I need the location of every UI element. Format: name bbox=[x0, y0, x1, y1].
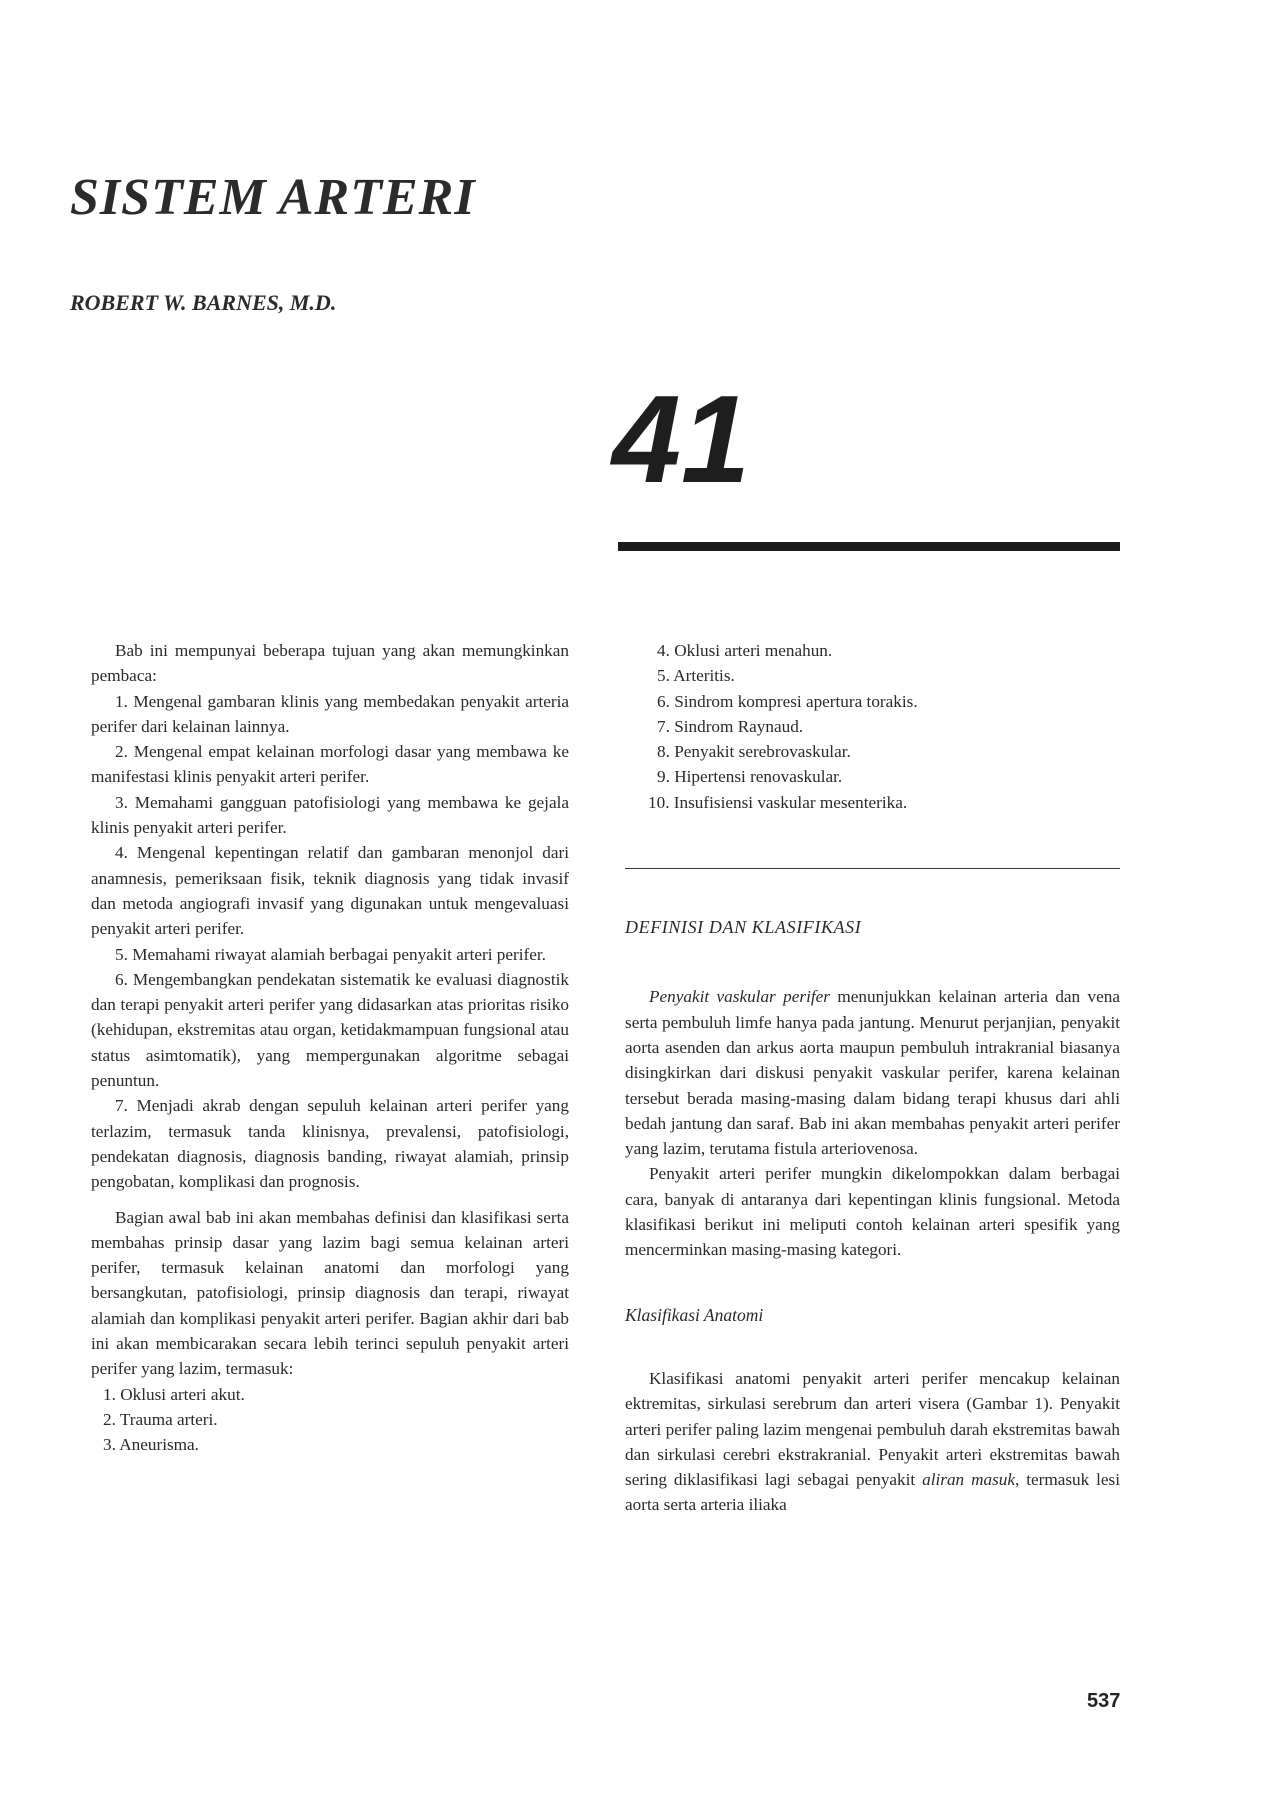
disorder-item: 9. Hipertensi renovaskular. bbox=[657, 767, 843, 787]
disorder-item: 3. Aneurisma. bbox=[103, 1435, 199, 1455]
classification-intro: Penyakit arteri perifer mungkin dikelompokkan dalam berbagai cara, banyak di antaranya dari kepentingan klinis fungsional. Metoda klasifikasi berikut ini meliputi contoh kelainan arteri spesifik yang mencerminkan masing-masing kategori. bbox=[625, 1164, 1120, 1260]
disorder-item: 1. Oklusi arteri akut. bbox=[103, 1384, 245, 1404]
defined-term: Penyakit vaskular perifer bbox=[649, 987, 830, 1007]
disorder-list-continued bbox=[625, 638, 1120, 815]
left-column bbox=[91, 638, 569, 1458]
objective-item: 5. Memahami riwayat alamiah berbagai penyakit arteri perifer. bbox=[115, 944, 546, 964]
subsection-heading: Klasifikasi Anatomi bbox=[625, 1304, 764, 1325]
chapter-rule bbox=[618, 542, 1120, 551]
disorder-item: 7. Sindrom Raynaud. bbox=[657, 716, 804, 736]
page-number: 537 bbox=[1087, 1690, 1121, 1712]
disorder-item: 2. Trauma arteri. bbox=[103, 1409, 218, 1429]
disorder-item: 6. Sindrom kompresi apertura torakis. bbox=[657, 691, 918, 711]
section-divider bbox=[625, 868, 1120, 869]
anatomy-term: aliran masuk bbox=[922, 1470, 1015, 1490]
disorder-item: 5. Arteritis. bbox=[657, 666, 735, 686]
chapter-number: 41 bbox=[612, 371, 750, 509]
anatomy-text: Klasifikasi anatomi penyakit arteri perifer mencakup kelainan ektremitas, sirkulasi serebrum dan arteri visera (Gambar 1). Penyakit arteri perifer paling lazim mengenai pembuluh darah ekstremitas bawah dan sirkulasi cerebri ekstrakranial. Penyakit arteri ekstremitas bawah sering diklasifikasi lagi sebagai penyakit bbox=[625, 1368, 1120, 1490]
right-column bbox=[625, 638, 1120, 1518]
objective-item: 2. Mengenal empat kelainan morfologi dasar yang membawa ke manifestasi klinis penyakit arteri perifer. bbox=[91, 742, 569, 787]
definition-paragraph bbox=[625, 984, 1120, 1161]
definition-text: menunjukkan kelainan arteria dan vena serta pembuluh limfe hanya pada jantung. Menurut perjanjian, penyakit aorta asenden dan arkus aorta maupun pembuluh intrakranial biasanya disingkirkan dari diskusi penyakit vaskular perifer, karena kelainan tersebut berada masing-masing dalam bidang terapi khusus dari ahli bedah jantung dan saraf. Bab ini akan membahas penyakit arteri perifer yang lazim, terutama fistula arteriovenosa. bbox=[625, 987, 1121, 1159]
objectives-intro: Bab ini mempunyai beberapa tujuan yang akan memungkinkan pembaca: bbox=[91, 641, 569, 686]
objective-item: 7. Menjadi akrab dengan sepuluh kelainan arteri perifer yang terlazim, termasuk tanda klinisnya, prevalensi, patofisiologi, pendekatan diagnosis, diagnosis banding, riwayat alamiah, prinsip pengobatan, komplikasi dan prognosis. bbox=[91, 1096, 569, 1192]
anatomy-tail: , termasuk lesi aorta serta arteria iliaka bbox=[625, 1470, 1120, 1515]
anatomy-paragraph bbox=[625, 1366, 1120, 1518]
objective-item: 4. Mengenal kepentingan relatif dan gambaran menonjol dari anamnesis, pemeriksaan fisik, teknik diagnosis yang tidak invasif dan metoda angiografi invasif yang digunakan untuk mengevaluasi penyakit arteri perifer. bbox=[91, 843, 569, 939]
disorder-item: 10. Insufisiensi vaskular mesenterika. bbox=[648, 792, 908, 812]
objective-item: 6. Mengembangkan pendekatan sistematik ke evaluasi diagnostik dan terapi penyakit arteri perifer yang didasarkan atas prioritas risiko (kehidupan, ekstremitas atau organ, ketidakmampuan fungsional atau status asimtomatik), yang mempergunakan algoritme sebagai penuntun. bbox=[91, 969, 569, 1091]
objective-item: 3. Memahami gangguan patofisiologi yang membawa ke gejala klinis penyakit arteri perifer. bbox=[91, 792, 569, 838]
disorder-item: 8. Penyakit serebrovaskular. bbox=[657, 742, 851, 762]
overview-paragraph: Bagian awal bab ini akan membahas definisi dan klasifikasi serta membahas prinsip dasar yang lazim bagi semua kelainan arteri perifer, termasuk kelainan anatomi dan morfologi yang bersangkutan, patofisiologi, prinsip diagnosis dan terapi, riwayat alamiah dan komplikasi penyakit arteri perifer. Bagian akhir dari bab ini akan membicarakan secara lebih terinci sepuluh penyakit arteri perifer yang lazim, termasuk: bbox=[91, 1207, 569, 1379]
author-name: ROBERT W. BARNES, M.D. bbox=[70, 290, 337, 315]
disorder-list bbox=[91, 1382, 569, 1458]
section-heading: DEFINISI DAN KLASIFIKASI bbox=[625, 917, 862, 938]
disorder-item: 4. Oklusi arteri menahun. bbox=[657, 641, 833, 660]
chapter-title: SISTEM ARTERI bbox=[70, 169, 476, 226]
objective-item: 1. Mengenal gambaran klinis yang membedakan penyakit arteria perifer dari kelainan lainnya. bbox=[91, 691, 569, 736]
